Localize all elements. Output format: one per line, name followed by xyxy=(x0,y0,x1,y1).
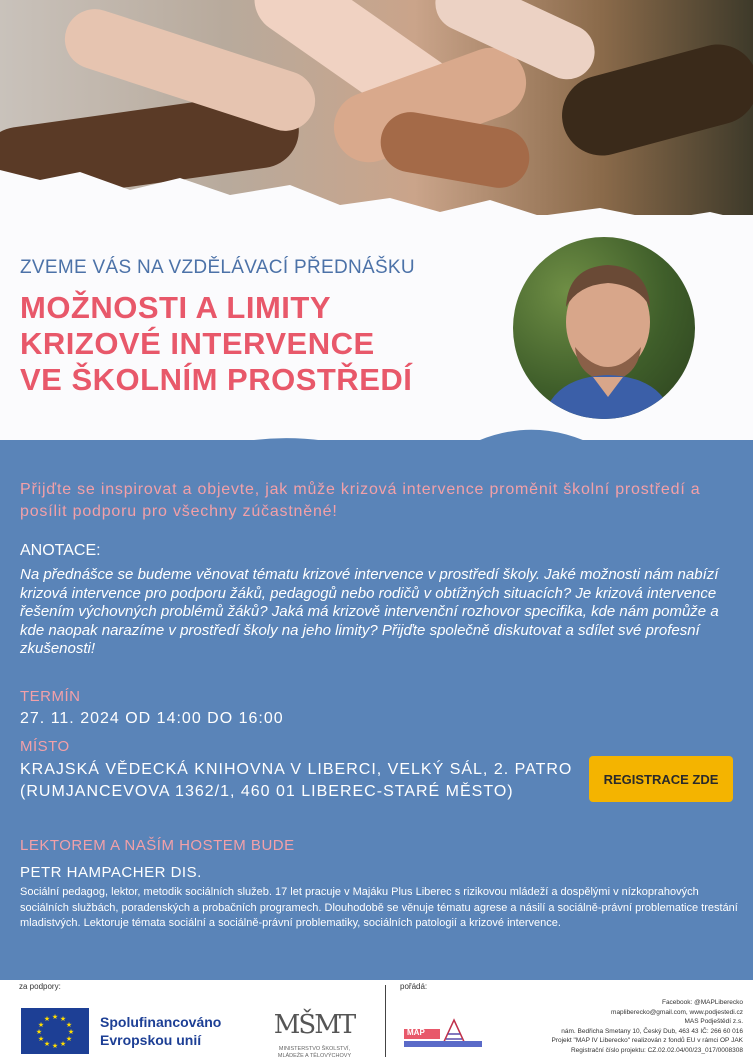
lecturer-label: LEKTOREM A NAŠÍM HOSTEM BUDE xyxy=(20,837,295,854)
contact-line: Facebook: @MAPLiberecko xyxy=(661,999,743,1006)
map-logo-text: MAP xyxy=(407,1028,425,1037)
place-label: MÍSTO xyxy=(20,738,70,755)
title-line: KRIZOVÉ INTERVENCE xyxy=(20,326,375,361)
organizer-label: pořádá: xyxy=(400,982,428,991)
date-value: 27. 11. 2024 OD 14:00 DO 16:00 xyxy=(20,710,284,727)
eu-flag-icon xyxy=(21,1008,89,1054)
support-label: za podpory: xyxy=(19,982,61,991)
invite-heading: ZVEME VÁS NA VZDĚLÁVACÍ PŘEDNÁŠKU xyxy=(20,257,415,278)
svg-text:★: ★ xyxy=(67,1028,75,1036)
register-button[interactable]: REGISTRACE ZDE xyxy=(589,756,733,802)
wave-edge xyxy=(0,428,753,468)
lecturer-portrait xyxy=(513,237,695,419)
svg-text:★: ★ xyxy=(37,1021,45,1029)
svg-text:★: ★ xyxy=(51,1013,59,1021)
contact-line: nám. Bedřicha Smetany 10, Český Dub, 463 43 IČ: 266 60 016 xyxy=(561,1027,743,1035)
lecturer-bio: Sociální pedagog, lektor, metodik sociálních služeb. 17 let pracuje v Majáku Plus Liberec s rizikovou mládeží a dospělými v nízkoprahových sociálních službách, poradenských a probačních programech. Dlouhodobě se věnuje tématu agrese a násilí a sociálně-právní problematice trestání mladistvých. Lektoruje témata sociální a sociálně-právní problematiky, sociálních patologií a krizové intervence. xyxy=(20,886,738,929)
svg-text:★: ★ xyxy=(37,1035,45,1043)
date-label: TERMÍN xyxy=(20,688,81,705)
contact-line: MAS Podještědí z.s. xyxy=(684,1018,743,1025)
svg-text:★: ★ xyxy=(59,1040,67,1048)
msmt-text-line: MINISTERSTVO ŠKOLSTVÍ, xyxy=(278,1046,351,1052)
annotation-heading: ANOTACE: xyxy=(20,542,101,559)
msmt-text-line: MLÁDEŽE A TĚLOVÝCHOVY xyxy=(277,1053,352,1059)
svg-text:★: ★ xyxy=(51,1042,59,1050)
map-logo xyxy=(404,1018,484,1052)
contact-line: Registrační číslo projektu: CZ.02.02.04/00/23_017/0008308 xyxy=(570,1046,743,1054)
footer-divider xyxy=(385,985,386,1057)
contact-line: Projekt "MAP IV Liberecko" realizován z fondů EU v rámci OP JAK xyxy=(551,1037,743,1044)
svg-text:MŠMT: MŠMT xyxy=(273,1010,355,1040)
svg-text:★: ★ xyxy=(65,1035,73,1043)
svg-text:★: ★ xyxy=(43,1015,51,1023)
svg-text:★: ★ xyxy=(65,1021,73,1029)
msmt-logo xyxy=(272,1005,357,1057)
eu-cofinancing-text xyxy=(100,1013,221,1049)
svg-text:★: ★ xyxy=(35,1028,43,1036)
lead-text: Přijďte se inspirovat a objevte, jak může krizová intervence proměnit školní prostředí a posílit podporu pro všechny zúčastněné! xyxy=(20,481,701,520)
eu-text-line: Spolufinancováno xyxy=(100,1014,222,1030)
annotation-text: Na přednášce se budeme věnovat tématu krizové intervence v prostředí školy. Jaké možnosti nám nabízí krizová intervence pro podporu žáků, pedagogů nebo rodičů v obtížných situacích? Je krizová intervence řešením výchovných problémů žáků? Jaká má krizově intervenční rozhovor specifika, kde nám pomůže a kde naopak narazíme v prostředí školy na jeho limity? Přijďte společně diskutovat a sdílet své profesní zkušenosti! xyxy=(20,566,719,657)
contact-info xyxy=(551,998,743,1055)
lecturer-name: PETR HAMPACHER DIS. xyxy=(20,864,202,881)
eu-text-line: Evropskou unií xyxy=(100,1032,202,1048)
torn-paper-edge xyxy=(0,150,753,240)
contact-line: mapliberecko@gmail.com, www.podjestedi.cz xyxy=(611,1008,743,1016)
title-line: MOŽNOSTI A LIMITY xyxy=(20,290,332,325)
svg-text:★: ★ xyxy=(59,1015,67,1023)
title-line: VE ŠKOLNÍM PROSTŘEDÍ xyxy=(20,362,413,397)
place-value: KRAJSKÁ VĚDECKÁ KNIHOVNA V LIBERCI, VELKÝ SÁL, 2. PATRO (RUMJANCEVOVA 1362/1, 460 01 LIBEREC-STARÉ MĚSTO) xyxy=(20,761,573,800)
svg-text:★: ★ xyxy=(43,1040,51,1048)
event-title xyxy=(20,290,490,398)
